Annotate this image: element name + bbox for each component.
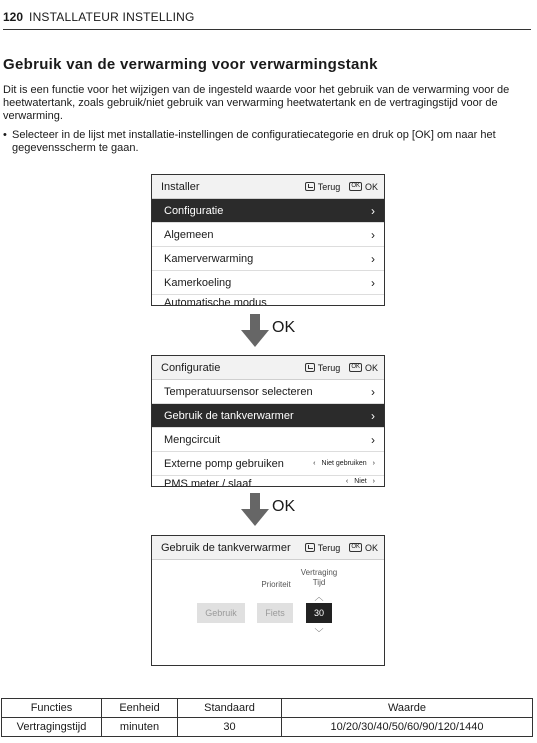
ok-key-icon[interactable]: OK (351, 364, 360, 370)
chevron-right-icon[interactable]: › (372, 460, 375, 467)
table-row (2, 718, 533, 737)
screen-header (152, 175, 384, 199)
bullet-dot: • (3, 129, 7, 141)
intro-paragraph: Dit is een functie voor het wijzigen van de ingesteld waarde voor het gebruik van de verwarming voor de heetwatertank, zoals gebruik/niet gebruik van verwarming heetwatertank en de vertragingstijd voor de verwarming. (3, 84, 510, 122)
table-header-row (2, 699, 533, 718)
ok-key-icon[interactable]: OK (351, 544, 360, 550)
chevron-right-icon: › (371, 203, 375, 218)
screen-actions (305, 182, 378, 192)
menu-item-label: Algemeen (164, 228, 214, 241)
column-header: Functies (2, 699, 102, 718)
menu-item-value[interactable] (346, 478, 375, 485)
menu-item-tankverwarmer[interactable] (152, 404, 384, 428)
arrow-ok-label: OK (272, 319, 296, 336)
settings-table (1, 698, 533, 737)
page-header (3, 10, 531, 30)
menu-item-kamerkoeling[interactable] (152, 271, 384, 295)
menu-item-label: Automatische modus (164, 297, 267, 306)
menu-item-label: Gebruik de tankverwarmer (164, 409, 294, 422)
instruction-bullet (3, 129, 531, 155)
down-arrow-icon (240, 314, 270, 348)
table-cell: Vertragingstijd (2, 718, 102, 737)
menu-item-pms-meter[interactable] (152, 476, 384, 487)
menu-item-externe-pomp[interactable] (152, 452, 384, 476)
back-label[interactable]: Terug (317, 181, 341, 192)
installer-screen (151, 174, 385, 306)
menu-item-value[interactable] (313, 460, 375, 467)
ok-label[interactable]: OK (364, 542, 378, 553)
menu-item-label: Configuratie (164, 204, 224, 217)
menu-item-mengcircuit[interactable] (152, 428, 384, 452)
menu-item-label: PMS meter / slaaf (164, 478, 252, 487)
menu-item-kamerverwarming[interactable] (152, 247, 384, 271)
screen-title: Gebruik de tankverwarmer (161, 541, 291, 554)
back-label[interactable]: Terug (317, 362, 341, 373)
screen-header (152, 536, 384, 560)
chevron-right-icon[interactable]: › (372, 478, 375, 485)
screen-actions (305, 363, 378, 373)
menu-item-temperatuursensor[interactable] (152, 380, 384, 404)
menu-item-label: Temperatuursensor selecteren (164, 385, 313, 398)
tank-settings-body (152, 560, 384, 666)
use-button[interactable]: Gebruik (197, 603, 245, 623)
configuratie-screen (151, 355, 385, 487)
chevron-right-icon: › (371, 251, 375, 266)
menu-item-label: Externe pomp gebruiken (164, 457, 284, 470)
delay-label-line1: Vertraging (300, 568, 338, 577)
delay-time-value[interactable]: 30 (306, 603, 332, 623)
screen-header (152, 356, 384, 380)
tankverwarmer-screen (151, 535, 385, 666)
delay-label (298, 568, 340, 588)
menu-item-label: Kamerverwarming (164, 252, 254, 265)
chevron-right-icon: › (371, 432, 375, 447)
page-title: Gebruik van de verwarming voor verwarmingstank (3, 56, 378, 73)
menu-item-label: Mengcircuit (164, 433, 221, 446)
priority-label: Prioriteit (261, 580, 291, 589)
priority-button[interactable]: Fiets (257, 603, 293, 623)
delay-label-line2: Tijd (312, 578, 326, 587)
chevron-right-icon: › (371, 384, 375, 399)
down-arrow-icon (240, 493, 270, 527)
table-cell: minuten (102, 718, 178, 737)
screen-title: Configuratie (161, 361, 221, 374)
chevron-up-icon[interactable]: ︿ (314, 592, 324, 602)
chevron-right-icon: › (371, 275, 375, 290)
page-number: 120 (3, 10, 24, 24)
ok-label[interactable]: OK (364, 362, 378, 373)
back-label[interactable]: Terug (317, 542, 341, 553)
menu-item-automatische-modus[interactable] (152, 295, 384, 306)
table-cell: 10/20/30/40/50/60/90/120/1440 (282, 718, 533, 737)
ok-label[interactable]: OK (364, 181, 378, 192)
back-arrow-icon[interactable] (305, 543, 315, 552)
menu-item-label: Kamerkoeling (164, 276, 232, 289)
screen-title: Installer (161, 180, 200, 193)
column-header: Eenheid (102, 699, 178, 718)
instruction-text: Selecteer in de lijst met installatie-instellingen de configuratiecategorie en druk op [OK] om naar het gegevensscherm te gaan. (12, 129, 496, 154)
menu-item-configuratie[interactable] (152, 199, 384, 223)
column-header: Waarde (282, 699, 533, 718)
chevron-left-icon[interactable]: ‹ (313, 460, 316, 467)
chevron-left-icon[interactable]: ‹ (345, 478, 349, 485)
column-header: Standaard (178, 699, 282, 718)
section-name: INSTALLATEUR INSTELLING (29, 10, 195, 24)
option-value: Niet (354, 478, 367, 485)
chevron-right-icon: › (371, 408, 375, 423)
option-value: Niet gebruiken (321, 460, 367, 467)
back-arrow-icon[interactable] (305, 363, 315, 372)
menu-item-algemeen[interactable] (152, 223, 384, 247)
back-arrow-icon[interactable] (305, 182, 315, 191)
screen-actions (305, 543, 378, 553)
chevron-right-icon: › (371, 227, 375, 242)
arrow-ok-label: OK (272, 498, 296, 515)
chevron-down-icon[interactable]: ﹀ (314, 628, 324, 638)
table-cell: 30 (178, 718, 282, 737)
ok-key-icon[interactable]: OK (351, 183, 360, 189)
